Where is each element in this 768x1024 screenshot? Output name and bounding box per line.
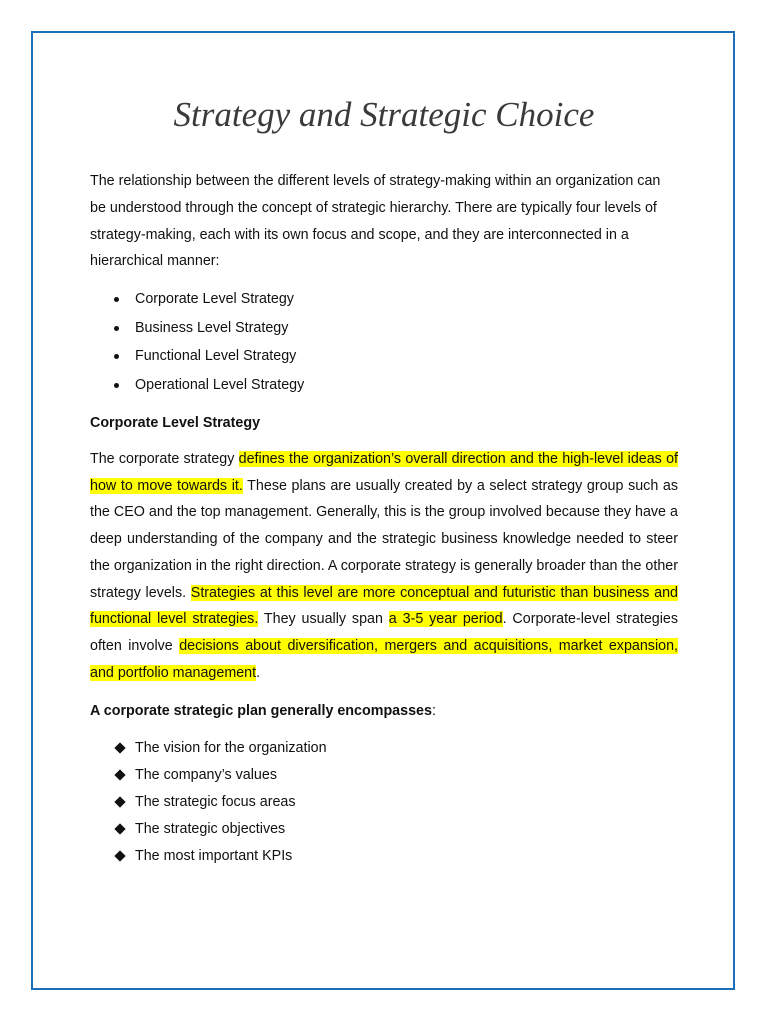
- list-item: The vision for the organization: [90, 735, 327, 762]
- bullet-icon: [114, 297, 119, 302]
- diamond-bullet-icon: [114, 742, 125, 753]
- plan-items-list: [90, 735, 327, 870]
- intro-paragraph: The relationship between the different levels of strategy-making within an organization can be understood through the concept of strategic hierarchy. There are typically four levels of strategy-making, each with its own focus and scope, and they are interconnected in a hierarchical manner:: [90, 173, 661, 270]
- corporate-heading: Corporate Level Strategy: [90, 415, 261, 431]
- bullet-icon: [114, 383, 119, 388]
- bullet-icon: [114, 326, 119, 331]
- diamond-bullet-icon: [114, 769, 125, 780]
- plan-heading: A corporate strategic plan generally encompasses:: [90, 703, 436, 719]
- highlighted-text: a 3-5 year period: [388, 611, 503, 628]
- highlighted-text: decisions about diversification, mergers and acquisitions, market expansion, and portfolio management: [90, 637, 679, 681]
- highlighted-text: Strategies at this level are more conceptual and futuristic than business and functional level strategies.: [90, 584, 678, 628]
- list-item: Business Level Strategy: [90, 314, 304, 343]
- list-item: The company’s values: [90, 762, 327, 789]
- list-item: Operational Level Strategy: [90, 371, 304, 400]
- list-item: Functional Level Strategy: [90, 342, 304, 371]
- diamond-bullet-icon: [114, 796, 125, 807]
- document-title: Strategy and Strategic Choice: [173, 95, 595, 134]
- diamond-bullet-icon: [114, 823, 125, 834]
- list-item: The strategic focus areas: [90, 789, 327, 816]
- highlighted-text: defines the organization’s overall direction and the high-level ideas of how to move towards it.: [90, 451, 678, 494]
- list-item: The strategic objectives: [90, 816, 327, 843]
- strategy-levels-list: [90, 285, 304, 400]
- list-item: Corporate Level Strategy: [90, 285, 304, 314]
- list-item: The most important KPIs: [90, 843, 327, 870]
- corporate-paragraph: The corporate strategy defines the organization’s overall direction and the high-level ideas of how to move towards it. These plans are usually created by a select strategy group such as the CEO and the top management. Generally, this is the group involved because they have a deep understanding of the company and the strategic business knowledge needed to steer the organization in the right direction. A corporate strategy is generally broader than the other strategy levels. Strategies at this level are more conceptual and futuristic than business and functional level strategies. They usually span a 3-5 year period. Corporate-level strategies often involve decisions about diversification, mergers and acquisitions, market expansion, and portfolio management.: [90, 451, 679, 681]
- bullet-icon: [114, 354, 119, 359]
- diamond-bullet-icon: [114, 850, 125, 861]
